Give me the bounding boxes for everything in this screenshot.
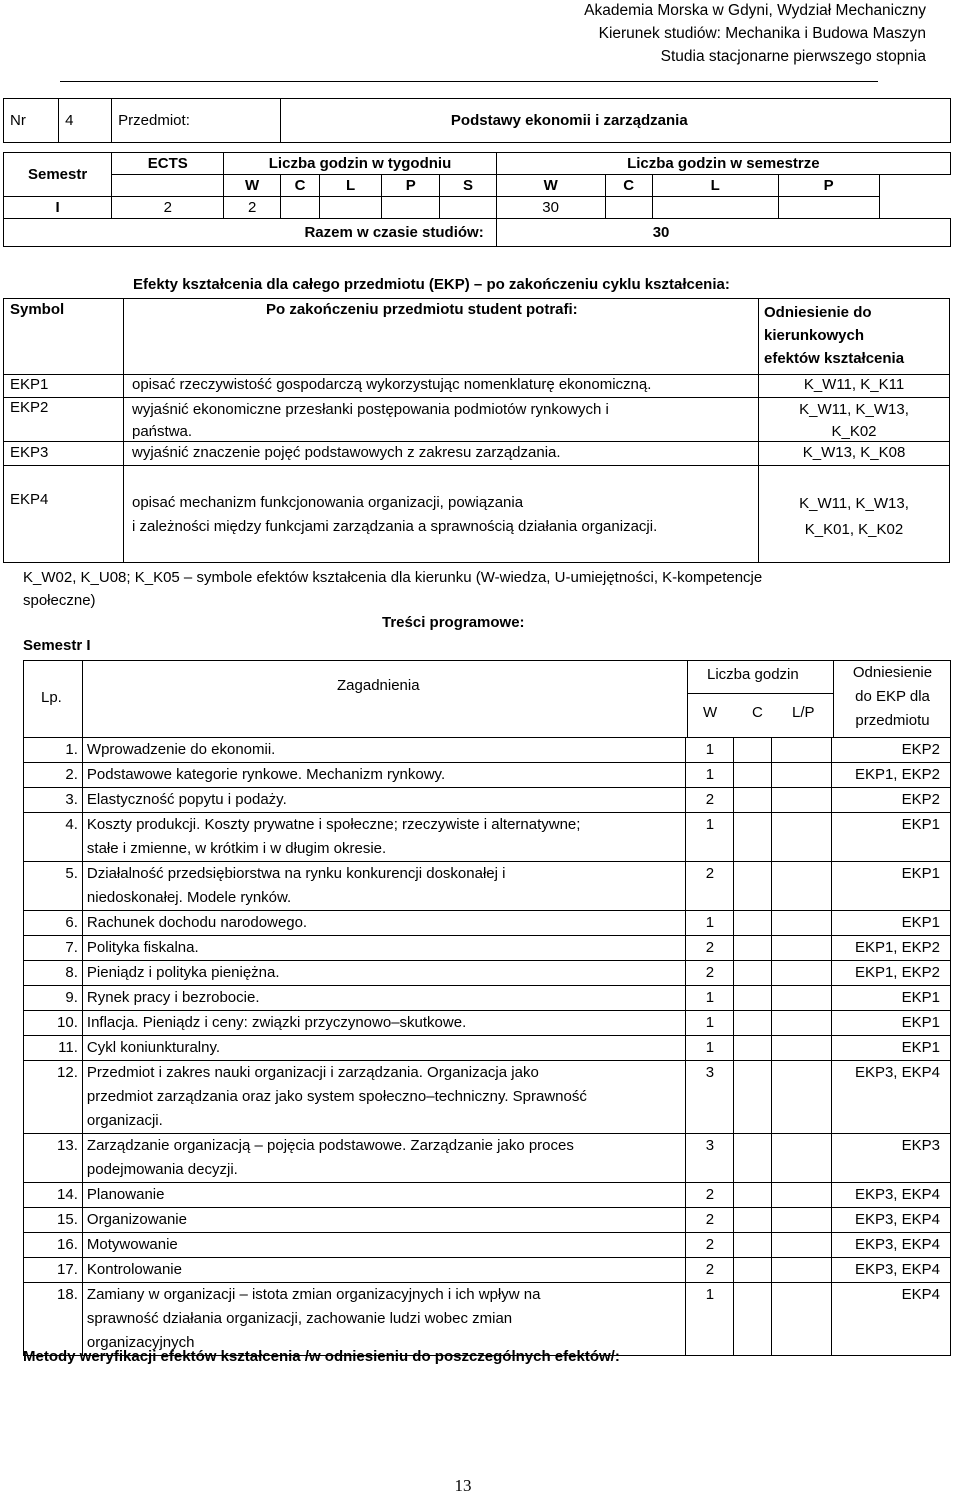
topic-ref: EKP3, EKP4	[832, 1258, 951, 1283]
topic-hours-w: 1	[686, 911, 734, 936]
topic-hours-w: 1	[686, 813, 734, 862]
hours-value-row	[4, 197, 951, 219]
symbol-legend-line1: K_W02, K_U08; K_K05 – symbole efektów kształcenia dla kierunku (W-wiedza, U-umiejętności, K-kompetencje	[23, 569, 763, 586]
topic-hours-lp	[772, 936, 832, 961]
effect-ref-3: K_W13, K_K08	[802, 444, 906, 461]
topic-number: 17.	[24, 1258, 83, 1283]
topic-text-line-1: Elastyczność popytu i podaży.	[86, 791, 287, 808]
col-l-week: L	[320, 175, 382, 197]
page-number: 13	[454, 1476, 472, 1495]
topic-hours-c	[734, 788, 772, 813]
topic-text	[82, 936, 686, 961]
topic-ref-header-line1: Odniesienie	[852, 664, 933, 681]
topic-text-line-1: Motywowanie	[86, 1236, 178, 1253]
topic-ref: EKP1	[832, 986, 951, 1011]
col-s-week: S	[440, 175, 496, 197]
topic-hours-c	[734, 763, 772, 788]
topic-text-line-1: Podstawowe kategorie rynkowe. Mechanizm rynkowy.	[86, 766, 446, 783]
topic-text	[82, 1134, 686, 1183]
topic-hours-lp	[772, 1258, 832, 1283]
total-row	[4, 219, 951, 247]
topic-hours-w: 2	[686, 1258, 734, 1283]
program-title: Treści programowe:	[382, 614, 525, 631]
topic-ref: EKP2	[832, 738, 951, 763]
semester-label: Semestr	[4, 153, 112, 197]
topic-hours-lp	[772, 1183, 832, 1208]
topic-row	[24, 1134, 951, 1183]
topic-ref: EKP3, EKP4	[832, 1183, 951, 1208]
topic-hours-c	[734, 1134, 772, 1183]
topic-text-line-2: sprawność działania organizacji, zachowanie ludzi wobec zmian	[86, 1310, 513, 1327]
effect-desc-1: opisać rzeczywistość gospodarczą wykorzystując nomenklaturę ekonomiczną.	[132, 376, 652, 393]
topic-text-line-1: Zarządzanie organizacją – pojęcia podstawowe. Zarządzanie jako proces	[86, 1137, 574, 1154]
topic-text-line-1: Zamiany w organizacji – istota zmian organizacyjnych i ich wpływ na	[86, 1286, 541, 1303]
topic-hours-lp	[772, 862, 832, 911]
topic-hours-c	[734, 738, 772, 763]
topic-hours-w: 1	[686, 1011, 734, 1036]
topic-hours-lp	[772, 1208, 832, 1233]
col-p-week: P	[382, 175, 440, 197]
topic-text	[82, 1283, 686, 1356]
topic-number: 12.	[24, 1061, 83, 1134]
topic-ref: EKP3, EKP4	[832, 1208, 951, 1233]
col-c-sem: C	[605, 175, 652, 197]
effect-symbol-3: EKP3	[10, 444, 49, 461]
effect-ref-1: K_W11, K_K11	[803, 376, 905, 393]
topic-text	[82, 961, 686, 986]
topic-ref: EKP1	[832, 1011, 951, 1036]
topics-label: Zagadnienia	[337, 677, 420, 694]
topic-text-line-1: Kontrolowanie	[86, 1261, 182, 1278]
topic-number: 14.	[24, 1183, 83, 1208]
hours-header-row	[4, 153, 951, 175]
effect-ref-4-line1: K_W11, K_W13,	[799, 495, 909, 512]
semester-value: I	[4, 197, 112, 219]
topic-row	[24, 788, 951, 813]
nr-label: Nr	[4, 99, 59, 143]
effect-symbol-2: EKP2	[10, 399, 49, 416]
course-info-table	[3, 98, 951, 247]
topic-number: 2.	[24, 763, 83, 788]
w-sem-value: 30	[496, 197, 605, 219]
topic-ref-header-line3: przedmiotu	[855, 712, 930, 729]
hours-lp-label: L/P	[792, 704, 815, 721]
topic-row	[24, 1233, 951, 1258]
effect-desc-4-line2: i zależności między funkcjami zarządzania a sprawnością działania organizacji.	[132, 518, 658, 535]
topic-text-line-2: podejmowania decyzji.	[86, 1161, 238, 1178]
effect-ref-2	[759, 399, 949, 443]
hours-c-label: C	[752, 704, 763, 721]
header-rule	[60, 81, 878, 82]
topic-number: 6.	[24, 911, 83, 936]
topic-ref-header-line2: do EKP dla	[855, 688, 930, 705]
col-p-sem: P	[778, 175, 879, 197]
topic-hours-c	[734, 911, 772, 936]
effect-symbol-1: EKP1	[10, 376, 49, 393]
topic-hours-c	[734, 1061, 772, 1134]
topic-number: 3.	[24, 788, 83, 813]
topic-hours-c	[734, 986, 772, 1011]
effect-desc-3: wyjaśnić znaczenie pojęć podstawowych z zakresu zarządzania.	[132, 444, 561, 461]
hours-w-label: W	[703, 704, 718, 721]
topic-text	[82, 1061, 686, 1134]
topic-hours-lp	[772, 986, 832, 1011]
topic-text-line-2: stałe i zmienne, w krótkim i w długim okresie.	[86, 840, 387, 857]
semester-hours-label: Liczba godzin w semestrze	[496, 153, 950, 175]
topic-row	[24, 961, 951, 986]
effect-ref-4-line2: K_K01, K_K02	[804, 521, 904, 538]
effect-symbol-4: EKP4	[10, 491, 49, 508]
topic-text	[82, 1183, 686, 1208]
col-w-sem: W	[496, 175, 605, 197]
subject-value	[280, 99, 950, 143]
topics-table	[23, 737, 951, 1356]
effect-ref-2-line1: K_W11, K_W13,	[799, 401, 909, 418]
topic-text-line-1: Koszty produkcji. Koszty prywatne i społeczne; rzeczywiste i alternatywne;	[86, 816, 581, 833]
header-program: Kierunek studiów: Mechanika i Budowa Maszyn	[598, 25, 926, 42]
topic-text-line-2: niedoskonałej. Modele rynków.	[86, 889, 292, 906]
effects-title: Efekty kształcenia dla całego przedmiotu (EKP) – po zakończeniu cyklu kształcenia:	[133, 276, 730, 293]
topic-number: 8.	[24, 961, 83, 986]
topic-ref-header	[834, 661, 951, 733]
topic-hours-c	[734, 1011, 772, 1036]
topic-text	[82, 1208, 686, 1233]
topic-text	[82, 1036, 686, 1061]
topic-hours-c	[734, 813, 772, 862]
topic-hours-w: 2	[686, 961, 734, 986]
weekly-hours-label: Liczba godzin w tygodniu	[224, 153, 496, 175]
student-label: Po zakończeniu przedmiotu student potrafi:	[266, 301, 578, 318]
topic-number: 10.	[24, 1011, 83, 1036]
topic-text	[82, 1233, 686, 1258]
topic-hours-w: 2	[686, 862, 734, 911]
topic-text	[82, 813, 686, 862]
topic-ref: EKP3, EKP4	[832, 1061, 951, 1134]
total-value: 30	[496, 219, 950, 247]
topic-ref: EKP1	[832, 1036, 951, 1061]
topic-text-line-1: Planowanie	[86, 1186, 165, 1203]
topic-hours-c	[734, 1283, 772, 1356]
topic-text	[82, 986, 686, 1011]
topic-number: 7.	[24, 936, 83, 961]
topic-number: 1.	[24, 738, 83, 763]
topic-hours-w: 2	[686, 1208, 734, 1233]
w-week-value: 2	[224, 197, 281, 219]
topic-hours-c	[734, 862, 772, 911]
effect-desc-2-line1: wyjaśnić ekonomiczne przesłanki postępowania podmiotów rynkowych i	[132, 401, 609, 418]
topic-text-line-1: Inflacja. Pieniądz i ceny: związki przyczynowo–skutkowe.	[86, 1014, 467, 1031]
topic-number: 18.	[24, 1283, 83, 1356]
topic-row	[24, 813, 951, 862]
course-row	[4, 99, 951, 143]
effect-ref-4	[759, 491, 949, 543]
subject-name: Podstawy ekonomii i zarządzania	[450, 112, 688, 129]
topic-hours-lp	[772, 788, 832, 813]
effects-table	[3, 298, 950, 563]
topics-header	[23, 660, 951, 738]
topic-row	[24, 1183, 951, 1208]
col-w-week: W	[224, 175, 281, 197]
topic-ref: EKP1	[832, 813, 951, 862]
topic-hours-lp	[772, 763, 832, 788]
topic-hours-lp	[772, 813, 832, 862]
topic-text-line-3: organizacyjnych	[86, 1334, 195, 1351]
effect-ref-2-line2: K_K02	[831, 423, 877, 440]
topic-text	[82, 788, 686, 813]
topic-hours-w: 2	[686, 936, 734, 961]
symbol-label: Symbol	[10, 301, 65, 318]
topic-hours-w: 1	[686, 986, 734, 1011]
topic-row	[24, 738, 951, 763]
topic-text-line-1: Polityka fiskalna.	[86, 939, 199, 956]
topic-row	[24, 986, 951, 1011]
symbol-legend	[23, 566, 953, 612]
topic-hours-c	[734, 1183, 772, 1208]
topic-hours-lp	[772, 911, 832, 936]
topic-row	[24, 1061, 951, 1134]
topic-row	[24, 1011, 951, 1036]
col-l-sem: L	[652, 175, 778, 197]
topic-text-line-2: przedmiot zarządzania oraz jako system społeczno–techniczny. Sprawność	[86, 1088, 587, 1105]
topic-text-line-1: Działalność przedsiębiorstwa na rynku konkurencji doskonałej i	[86, 865, 506, 882]
topic-hours-w: 2	[686, 788, 734, 813]
topic-number: 9.	[24, 986, 83, 1011]
topic-ref: EKP1	[832, 911, 951, 936]
topic-hours-c	[734, 1258, 772, 1283]
topic-hours-w: 1	[686, 738, 734, 763]
topic-hours-lp	[772, 1283, 832, 1356]
topic-hours-lp	[772, 738, 832, 763]
topic-hours-w: 1	[686, 1036, 734, 1061]
subject-label: Przedmiot:	[112, 99, 281, 143]
topic-hours-w: 2	[686, 1233, 734, 1258]
topic-row	[24, 763, 951, 788]
topic-text-line-1: Pieniądz i polityka pieniężna.	[86, 964, 280, 981]
topic-hours-lp	[772, 1134, 832, 1183]
topic-text	[82, 1258, 686, 1283]
topic-ref: EKP1, EKP2	[832, 936, 951, 961]
lp-label: Lp.	[41, 689, 62, 706]
col-c-week: C	[280, 175, 319, 197]
topic-text-line-1: Wprowadzenie do ekonomii.	[86, 741, 276, 758]
topic-ref: EKP3	[832, 1134, 951, 1183]
topic-hours-c	[734, 961, 772, 986]
topic-hours-c	[734, 1208, 772, 1233]
effect-desc-4-line1: opisać mechanizm funkcjonowania organizacji, powiązania	[132, 494, 524, 511]
topic-ref: EKP1, EKP2	[832, 763, 951, 788]
topic-hours-lp	[772, 1036, 832, 1061]
topic-ref: EKP1	[832, 862, 951, 911]
topic-number: 13.	[24, 1134, 83, 1183]
topic-row	[24, 1036, 951, 1061]
topic-hours-lp	[772, 1233, 832, 1258]
ref-header	[764, 301, 904, 370]
ects-value: 2	[112, 197, 224, 219]
header-study-mode: Studia stacjonarne pierwszego stopnia	[660, 48, 926, 65]
topic-text-line-1: Rynek pracy i bezrobocie.	[86, 989, 260, 1006]
topic-row	[24, 1258, 951, 1283]
total-label: Razem w czasie studiów:	[4, 219, 497, 247]
topic-row	[24, 1208, 951, 1233]
topic-text	[82, 738, 686, 763]
topic-hours-w: 2	[686, 1183, 734, 1208]
topic-text	[82, 862, 686, 911]
topic-text-line-1: Cykl koniunkturalny.	[86, 1039, 221, 1056]
topic-hours-c	[734, 1036, 772, 1061]
symbol-legend-line2: społeczne)	[23, 592, 96, 609]
topic-number: 5.	[24, 862, 83, 911]
effect-desc-2-line2: państwa.	[132, 423, 193, 440]
effect-desc-4	[132, 491, 657, 539]
hours-type-row	[4, 175, 951, 197]
topic-hours-w: 3	[686, 1061, 734, 1134]
topic-ref: EKP3, EKP4	[832, 1233, 951, 1258]
topic-hours-lp	[772, 1061, 832, 1134]
topic-hours-w: 1	[686, 763, 734, 788]
topic-row	[24, 1283, 951, 1356]
topic-ref: EKP4	[832, 1283, 951, 1356]
header-institution: Akademia Morska w Gdyni, Wydział Mechaniczny	[584, 2, 926, 19]
topic-row	[24, 936, 951, 961]
topic-text	[82, 763, 686, 788]
topic-number: 16.	[24, 1233, 83, 1258]
topic-hours-lp	[772, 1011, 832, 1036]
hours-label: Liczba godzin	[707, 666, 799, 683]
nr-value: 4	[59, 99, 112, 143]
topic-number: 11.	[24, 1036, 83, 1061]
topic-hours-c	[734, 1233, 772, 1258]
topic-text-line-3: organizacji.	[86, 1112, 163, 1129]
topic-number: 4.	[24, 813, 83, 862]
topic-text-line-1: Przedmiot i zakres nauki organizacji i zarządzania. Organizacja jako	[86, 1064, 539, 1081]
topic-row	[24, 862, 951, 911]
topic-text	[82, 911, 686, 936]
topic-text-line-1: Organizowanie	[86, 1211, 187, 1228]
topic-number: 15.	[24, 1208, 83, 1233]
topic-hours-lp	[772, 961, 832, 986]
verification-methods-title: Metody weryfikacji efektów kształcenia /w odniesieniu do poszczególnych efektów/:	[23, 1348, 620, 1365]
topic-hours-w: 1	[686, 1283, 734, 1356]
topic-ref: EKP2	[832, 788, 951, 813]
topic-text	[82, 1011, 686, 1036]
topic-row	[24, 911, 951, 936]
ref-header-line3: efektów kształcenia	[764, 350, 905, 367]
effect-desc-2	[132, 399, 609, 443]
topic-hours-c	[734, 936, 772, 961]
ref-header-line2: kierunkowych	[764, 327, 865, 344]
topic-ref: EKP1, EKP2	[832, 961, 951, 986]
ects-label: ECTS	[112, 153, 224, 175]
topic-hours-w: 3	[686, 1134, 734, 1183]
ref-header-line1: Odniesienie do	[764, 304, 872, 321]
semester-heading: Semestr I	[23, 637, 91, 654]
topic-text-line-1: Rachunek dochodu narodowego.	[86, 914, 308, 931]
